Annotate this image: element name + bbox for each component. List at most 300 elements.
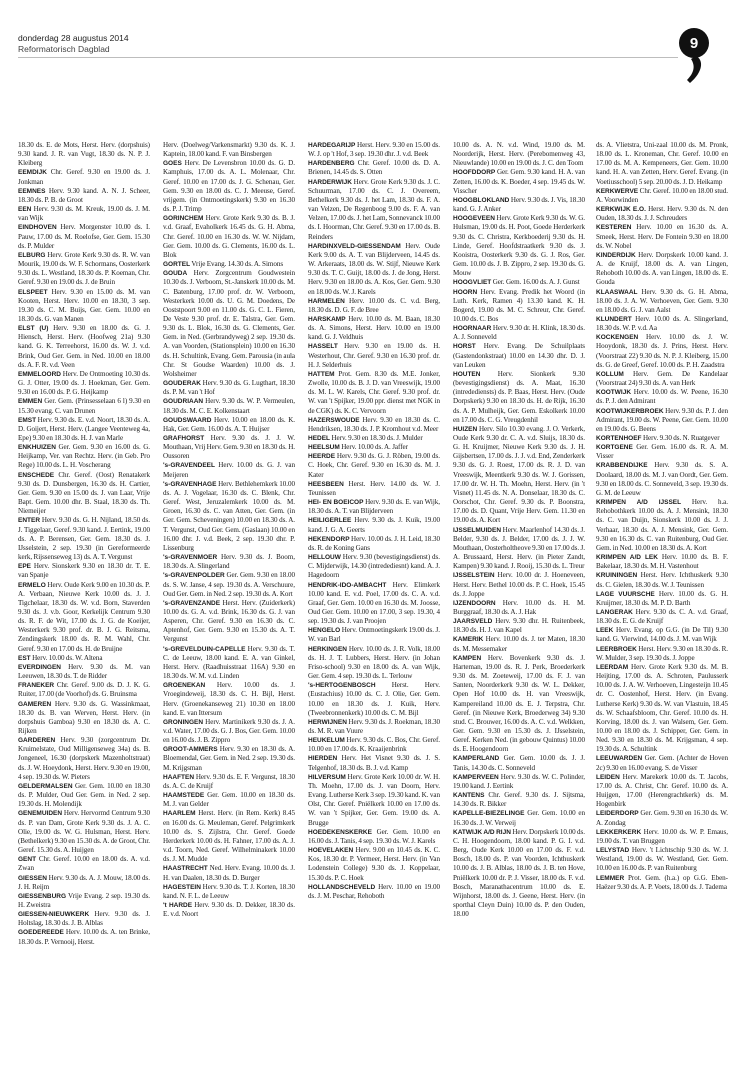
town-name: HAZERSWOUDE xyxy=(308,416,360,424)
town-name: KERKWIJK E.O. xyxy=(596,206,646,214)
service-entry xyxy=(453,425,585,526)
service-entry xyxy=(453,214,585,278)
town-name: GROOT-AMMERS xyxy=(163,746,218,754)
service-entry xyxy=(453,617,585,635)
town-name: KRUININGEN xyxy=(596,572,638,580)
service-details: ds. A. Vlietstra, Uni-zaal 10.00 ds. M. Pronk, 18.00 ds. L. Kroneman, Chr. Geref. 10.00 en 17.00 ds. M. A. Kempeneers, Ger. Gem. 10.00 kand. H. A. van Zetten, Herv. Geref. Evang. (in Voetiusschool) 5 sep. 20.00 ds. J. D. Heikamp xyxy=(596,141,728,186)
service-entry xyxy=(308,681,440,718)
service-entry xyxy=(308,159,440,177)
town-name: LANGERAK xyxy=(596,608,633,616)
service-entry xyxy=(18,168,150,186)
service-entry xyxy=(163,681,295,718)
service-entry xyxy=(163,745,295,772)
service-entry xyxy=(163,434,295,461)
service-entry xyxy=(596,333,728,370)
town-name: HELLOUW xyxy=(308,554,341,562)
service-entry xyxy=(308,846,440,883)
town-name: KERKWERVE xyxy=(596,187,639,195)
service-details: Herv. 9.30 dr. H. Klink, 18.30 ds. A. J. Sonneveld xyxy=(453,324,585,342)
service-details: Herv. 9.30 en 18.30 ds. J. Mulder xyxy=(331,434,423,442)
town-name: HERWIJNEN xyxy=(308,718,347,726)
service-entry xyxy=(596,645,728,663)
town-name: HEKENDORP xyxy=(308,535,350,543)
town-name: GELDERMALSEN xyxy=(18,782,73,790)
service-details: Herst. Herv. (Eustachius) 10.00 ds. C. J. Olie, Ger. Gem. 10.00 en 18.30 ds. J. Kuik, Herv. (Tweebronnenkerk) 10.00 ds. C. M. Bijl xyxy=(308,681,440,717)
service-entry xyxy=(163,214,295,260)
service-details: Herv. Grote Kerk 10.00 dr. W. H. Th. Moehn, 17.00 ds. J. van Doorn, Herv. Evang. Lutherse Kerk 3 sep. 19.30 kand. K. van Olst, Chr. Geref. Pniëlkerk 10.00 en 17.00 ds. W. van 't Spijker, Ger. Gem. 19.00 ds. A. Brugge xyxy=(308,772,440,827)
service-entry xyxy=(308,443,440,452)
service-details: Herv. 10.00 ds. W. Altena xyxy=(32,653,103,662)
service-details: Herv. 9.30 en 15.00 ds. M. van Kooten, Herst. Herv. 10.00 en 18.30, 3 sep. 19.30 ds. C. M. Buijs, Ger. Gem. 10.00 en 18.30 ds. G. van Manen xyxy=(18,287,150,323)
service-entry xyxy=(18,874,150,892)
service-details: Herv. 9.30 dhr. H. Ruitenbeek, 18.30 ds. H. J. van Kapel xyxy=(453,617,585,635)
town-name: LEERDAM xyxy=(596,663,629,671)
service-entry xyxy=(596,498,728,553)
service-details: Herst. Herv. 9.30 ds. N. den Ouden, 18.30 ds. J. J. Schreuders xyxy=(596,205,728,223)
service-details: Herv. 9.30 ds. D. Dekker, 18.30 ds. E. v.d. Noort xyxy=(163,900,295,919)
service-details: Herv. 9.30 ds. G. Wassinkmaat, 18.30 ds. B. van Werven, Herst. Herv. (in dorpshuis Gamboa) 9.30 en 18.30 ds. A. C. Rijken xyxy=(18,699,150,735)
service-details: Herv. 9.30 ds. G. H. Nijland, 18.50 ds. J. Tiggelaar, Geref. 9.30 kand. J. Eertink, 19.00 ds. A. P. Berensen, Ger. Gem. 18.30 ds. J. IJsselstein, 2 sep. 19.30 (in Gereformeerde kerk, Rijssenseweg 13) ds. A. T. Vergunst xyxy=(18,516,150,562)
town-name: KRIMPEN A/D IJSSEL xyxy=(596,499,682,507)
service-details: Herv. 10.00 ds. W. Peene, 16.30 ds. P. J. den Admirant xyxy=(596,388,728,406)
town-name: EEMNES xyxy=(18,187,46,195)
service-details: Herv. Oude Kerk 9.00 ds. A. T. van Blijderveen, 14.45 ds. W. Arkeraats, 18.00 ds. W. Stijf, Nieuwe Kerk 9.30 ds. T. C. Guijt, 18.00 ds. J. de Jong, Herst. Herv. 9.30 en 18.00 ds. A. Kos, Ger. Gem. 9.30 en 18.00 ds. W. J. Karels xyxy=(308,241,440,296)
town-name: LEIDERDORP xyxy=(596,810,639,818)
service-details: Herv. 9.30 kand. A. N. J. Scheer, 18.30 ds. P. B. de Groot xyxy=(18,186,150,204)
town-name: HIERDEN xyxy=(308,755,338,763)
town-name: EVERDINGEN xyxy=(18,663,61,671)
service-entry xyxy=(18,251,150,288)
service-entry xyxy=(596,571,728,589)
service-entry xyxy=(163,883,295,901)
town-name: HEELSUM xyxy=(308,444,340,452)
service-details: Chr. Geref. (Oost) Renatakerk 9.30 ds. D. Dunsbergen, 16.30 ds. H. Cartier, Ger. Gem. 9.30 en 15.00 ds. J. van Laar, Vrije Bapt. Gem. 10.00 dhr. B. Staal, 18.30 ds. Th. Niemeijer xyxy=(18,470,150,516)
town-name: GENEMUIDEN xyxy=(18,810,63,818)
service-details: Herv. 9.30 ds. J. J. W. Mouthaan, Vrij Herv. Gem. 9.30 en 18.30 ds. H. Oussoren xyxy=(163,434,295,461)
service-entry xyxy=(453,773,585,791)
service-entry xyxy=(596,141,728,187)
service-entry xyxy=(453,196,585,214)
church-services-listing xyxy=(18,141,730,1053)
service-details: Herv. 10.00 ds. A. Slingerland, 18.30 ds. W. P. v.d. Aa xyxy=(596,314,728,333)
service-details: Herv. 9.30 ds. E. van Wijk, 18.30 ds. A. T. van Blijderveen xyxy=(308,498,440,516)
service-entry xyxy=(18,562,150,580)
town-name: HAAFTEN xyxy=(163,773,195,781)
service-entry xyxy=(453,791,585,809)
town-name: GAMEREN xyxy=(18,700,52,708)
page-number-tail xyxy=(687,56,701,83)
town-name: GOUDSWAARD xyxy=(163,416,212,424)
town-name: KOOTWIJK xyxy=(596,389,632,397)
service-entry xyxy=(453,342,585,369)
service-details: Herv. 9.30 ds. M. van Leeuwen, 18.30 ds. T. de Ridder xyxy=(18,662,150,681)
service-entry xyxy=(308,645,440,682)
service-details: Chr. Geref. 10.00 en 18.00 stud. A. Voorwinden xyxy=(596,186,728,204)
service-details: Herv. Grote Kerk 9.30 ds. J. C. Schuurman, 17.00 ds. C. J. Overeem, Bethelkerk 9.30 ds. J. het Lam, 18.30 ds. F. A. van Velzen, De Regenboog 9.00 ds. F. A. van Velzen, 17.00 ds. J. het Lam, Sonnevanck 10.00 ds. I. Hoorman, Chr. Geref. 9.30 en 17.00 ds. B. Reinders xyxy=(308,177,440,241)
service-details: Herv. Sionkerk 9.30 (bevestigingsdienst) ds. A. Maat, 16.30 (intredediensts) ds. P. Baas, Herst. Herv. (Oude Dorpskerk) 9.30 en 18.30 ds. H. de Rijk, 16.30 ds. A. P. Mulheijk, Ger. Gem. Eskolkerk 10.00 en 17.00 ds. C. G. Vreugdenhil xyxy=(453,369,585,424)
service-details: Herst. Herv. 14.00 ds. W. J. Teunissen xyxy=(308,479,440,497)
service-details: Prot. Gem. 8.30 ds. M.E. Jonker, Zwolle, 10.00 ds. B. J. D. van Vreeswijk, 19.00 ds. M. L. W. Karels, Chr. Geref. 9.30 prof. dr. W. van 't Spijker, 19.00 ppr. dienst met NGK in de CGK) ds. K. C. Vervoorn xyxy=(308,369,440,415)
town-name: ENKHUIZEN xyxy=(18,444,56,452)
town-name: HENGELO xyxy=(308,627,341,635)
header-date: donderdag 28 augustus 2014 xyxy=(18,33,129,43)
service-entry xyxy=(163,269,295,379)
service-details: Herv. 9.30 ds. A. J. Mouw, 18.00 ds. J. H. Reijm xyxy=(18,873,150,891)
service-details: Herv. 9.30 ds. C. Bos, Chr. Geref. 10.00 en 17.00 ds. K. Kraaijenbrink xyxy=(308,736,440,754)
town-name: EEN xyxy=(18,206,32,214)
service-details: Herv. 10.00 en 16.30 ds. A. Smeek, Herst. Herv. De Fontein 9.30 en 18.00 ds. W. Nobel xyxy=(596,223,728,250)
service-details: Herv. Grote Kerk 9.30 ds. B. J. v.d. Graaf, Evaholkerk 16.45 ds. G. H. Abma, Chr. Geref. 10.00 en 16.30 ds. W. W. Nijdam, Ger. Gem. 10.00 ds. G. Clements, 16.00 ds. L. Blok xyxy=(163,214,295,259)
service-details: Herv. Silo 10.30 evang. J. O. Verkerk, Oude Kerk 9.30 dr. C. A. v.d. Sluijs, 18.30 ds. G. H. Kruijmer, Nieuwe Kerk 9.30 ds. J. H. Gijsbertsen, 17.00 ds. J. J. v.d. End, Zenderkerk 9.30 ds. G. J. Roest, 17.00 ds. R. J. D. van Vreeswijk, Meentkerk 9.30 ds. W. J. Gorissen, 17.00 dr. W. H. Th. Moehn, Herst. Herv. (in 't Visnet) 11.45 ds. N. A. Donselaar, 18.30 ds. C. Oorschot, Chr. Geref. 9.30 ds. P. Boonstra, 17.00 ds. D. Quant, Vrije Herv. Gem. 11.30 en 19.00 ds. A. Kort xyxy=(453,424,585,525)
town-name: KRABBENDIJKE xyxy=(596,462,648,470)
service-details: Herv. 9.30 ds. P. J. den Admirant, 19.00 ds. W. Peene, Ger. Gem. 10.00 en 19.00 ds. G. Beens xyxy=(596,406,728,433)
service-details: Herv. 9.30 ds. J. Holtslag, 18.30 ds. J. B. Alblas xyxy=(18,910,150,928)
service-details: Herv. 10.00 ds. J. R. Volk, 18.00 ds. H. J. T. Lubbers, Herst. Herv. (in Johan Friso-school) 9.30 en 18.00 ds. A. van Wijk, Ger. Gem. 4 sep. 19.30 ds. L. Terlouw xyxy=(308,644,440,681)
town-name: KORTENHOEF xyxy=(596,435,642,442)
service-entry xyxy=(18,141,150,168)
town-name: KANTENS xyxy=(453,792,485,800)
town-name: KAMPERVEEN xyxy=(453,773,499,781)
town-name: LEMMER xyxy=(596,874,625,882)
town-name: GOUDERAK xyxy=(163,380,201,388)
service-details: Herv. 10.00 ds. J. H. Leid, 18.30 ds. R. de Koning Gans xyxy=(308,534,440,552)
service-details: Herv. Grote Kerk 9.30 ds. R. W. van Mourik, 19.00 ds. W. F. Schormans, Oosterkerk 9.30 ds. L. Westland, 18.30 ds. P. Koeman, Chr. Geref. 9.30 en 19.00 ds. J. de Bruin xyxy=(18,250,150,287)
town-name: HARDINXVELD-GIESSENDAM xyxy=(308,242,401,250)
town-name: HOOGVLIET xyxy=(453,279,492,287)
town-name: HATTEM xyxy=(308,370,335,378)
service-entry xyxy=(18,223,150,250)
service-entry xyxy=(163,645,295,682)
service-entry xyxy=(453,828,585,920)
service-entry xyxy=(308,178,440,242)
service-entry xyxy=(18,288,150,325)
service-entry xyxy=(596,773,728,810)
service-entry xyxy=(308,434,440,443)
service-details: Herv. 't Lichtschip 9.30 ds. W. J. Westland, 19.00 ds. W. Westland, Ger. Gem. 10.00 en 16.00 ds. P. van Ruitenburg xyxy=(596,846,728,873)
service-details: Chr. Geref. 9.30 en 19.00 ds. J. Jonkman xyxy=(18,168,150,186)
service-entry xyxy=(163,901,295,919)
service-details: Ger. Gem. (Achter de Hoven 2c) 9.30 en 16.00 evang. S. de Visser xyxy=(596,754,728,772)
town-name: KLUNDERT xyxy=(596,315,632,323)
town-name: ELSPEET xyxy=(18,288,48,296)
service-entry xyxy=(596,626,728,644)
service-entry xyxy=(596,223,728,250)
service-entry xyxy=(308,883,440,901)
service-entry xyxy=(163,773,295,791)
service-details: Herv. Grote Kerk 9.30 ds. M. B. Heijting, 17.00 ds. A. Schroten, Paulusserk 10.00 ds. J. A. W. Verhoeven, Lingesteijn 10.45 dr. C. Oostenhof, Herst. Herv. (in Evang. Lutherse Kerk) 9.30 ds. W. van Vlastuin, 18.45 ds. W. Schaafsbloom, Chr. Geref. 10.00 ds. H. Korving, 18.00 ds. J. van Walsem, Ger. Gem. 10.00 en 18.00 ds. J. Schipper, Ger. Gem. in Ned. 9.30 en 18.30 ds. M. Krijgsman, 4 sep. 19.30 ds. A. Schultink xyxy=(596,662,728,754)
service-details: Herv. 9.30 (bevestigingsdienst) ds. C. Mijderwijk, 14.30 (intredediesnt) kand. A. J. Hagedoorn xyxy=(308,553,440,580)
service-entry xyxy=(163,461,295,479)
service-entry xyxy=(453,141,585,168)
service-entry xyxy=(453,599,585,617)
town-name: HILVERSUM xyxy=(308,773,346,781)
service-details: Herv. 9.30 ds. W. C. Polinder, 19.00 kand. J. Eertink xyxy=(453,772,585,790)
service-entry xyxy=(596,288,728,315)
town-name: HOEVELAKEN xyxy=(308,847,354,855)
service-details: Herv. Gem. De Kandelaar (Voorstraat 24) 9.30 ds. A. van Herk xyxy=(596,369,728,388)
service-details: Ger. Gem. 16.00 ds. R. A. M. Visser xyxy=(596,443,728,461)
service-entry xyxy=(308,315,440,342)
service-entry xyxy=(163,141,295,159)
service-entry xyxy=(163,599,295,645)
service-details: Herv. 9.30 ds. T. C. de Leeuw, 18.00 kand. E. A. van Ginkel, Herst. Herv. (Raadhuisstraat 116A) 9.30 en 18.30 ds. W. M. v.d. Linden xyxy=(163,644,295,681)
service-entry xyxy=(308,535,440,553)
town-name: 's-GRAVENPOLDER xyxy=(163,572,225,580)
town-name: KAMPEN xyxy=(453,654,482,662)
service-entry xyxy=(18,581,150,654)
service-entry xyxy=(163,416,295,434)
service-entry xyxy=(308,553,440,580)
service-entry xyxy=(596,846,728,873)
town-name: EMMEN xyxy=(18,398,43,406)
town-name: HOOGEVEEN xyxy=(453,215,495,223)
town-name: GOUDA xyxy=(163,270,188,278)
service-entry xyxy=(18,892,150,910)
service-details: Chr. Geref. 10.00 en 18.00 ds. A. v.d. Zwan xyxy=(18,855,150,873)
service-entry xyxy=(596,187,728,205)
service-details: Herv. 9.30 ds. N. Ruatgever xyxy=(642,434,720,442)
service-details: Herv. Zorgcentrum Goudwestein 10.30 ds. J. Verboom, St.-Janskerk 10.00 ds. M. C. Batenburg, 17.00 prof. dr. W. Verboom, Westerkerk 10.00 ds. U. G. M. Doedens, De Ooststpoort 9.00 en 11.00 ds. G. C. L. Fieren, De Veste 9.30 prof. dr. E. Talstra, Ger. Gem. 9.30 ds. L. Blok, 16.30 ds. G. Clements, Ger. Gem. in Ned. (Gerbrandyweg) 2 sep. 19.30 ds. A. van Voorden, (Stationsplein) 10.00 en 16.30 ds. H. Schultink, Evang. Gem. Parousia (in aula Chr. St Goudse Waarden) 10.00 ds. J. Wolsheimer xyxy=(163,269,295,378)
service-details: Herst. Herv. Ichthuskerk 9.30 ds. C. Gielen, 18.30 ds. W. J. Teunissen xyxy=(596,571,728,589)
town-name: LELYSTAD xyxy=(596,847,630,855)
service-entry xyxy=(308,141,440,159)
service-details: Ger. Gem. 10.00 en 16.00 ds. J. Tanis, 4 sep. 19.30 ds. W. J. Karels xyxy=(308,827,440,845)
service-details: Herv. 10.00 ds. B. F. Bakelaar, 18.30 ds. M. H. Vastenhout xyxy=(596,553,728,571)
column-1 xyxy=(18,141,150,1053)
service-entry xyxy=(18,370,150,397)
service-details: Herv. Evang. op G.G. (in De Til) 9.30 kand. G. Vierwind, 14.00 ds. J. M. van Wijk xyxy=(596,626,728,644)
service-entry xyxy=(163,571,295,598)
town-name: KOLLUM xyxy=(596,370,624,378)
service-entry xyxy=(308,626,440,644)
town-name: HOEDEKENSKERKE xyxy=(308,828,372,836)
town-name: HUIZEN xyxy=(453,425,478,433)
town-name: GIESSEN-NIEUWKERK xyxy=(18,911,90,919)
service-details: Herv. Marekerk 10.00 ds. T. Jacobs, 17.00 ds. A. Christ, Chr. Geref. 10.00 ds. A. Huijgen, 17.00 (Herengrachtkerk) ds. M. Hogenbirk xyxy=(596,772,728,809)
service-entry xyxy=(596,809,728,827)
service-details: Herv. 9.30 ds. J. Roekman, 18.30 ds. M. R. van Vuure xyxy=(308,717,440,735)
service-entry xyxy=(308,498,440,516)
service-entry xyxy=(18,471,150,517)
town-name: HOOGBLOKLAND xyxy=(453,196,510,204)
town-name: HAARLEM xyxy=(163,810,196,818)
service-details: Herv. 10.00 ds. H. M. Burggraaf, 18.30 ds. A. J. Hak xyxy=(453,598,585,616)
town-name: GORTEL xyxy=(163,261,191,269)
town-name: EEMDIJK xyxy=(18,169,47,177)
service-entry xyxy=(596,608,728,626)
service-details: Prot. Gem. (h.a.) op G.G. Eben-Haëzer 9.30 ds. A. P. Voets, 18.00 ds. J. Tadema xyxy=(596,873,728,891)
column-4 xyxy=(453,141,585,1053)
service-details: Herv. Grote Kerk 9.30 ds. W. G. Hulsman, 19.00 ds. H. Poot, Goede Herderkerk 9.30 ds. C. Christra, Kerkboederij 9.30 ds. H. Linde, Geref. Hoofdstraatkerk 9.30 ds. J. Kooistra, Oosterkerk 9.30 ds. G. J. Ros, Ger. Gem. 10.00 ds. J. B. Zippro, 2 sep. 19.30 ds. G. Mouw xyxy=(453,214,585,278)
service-entry xyxy=(596,874,728,892)
service-details: Herv. 10.00 ds. G. J. van Meijeren xyxy=(163,461,295,479)
service-entry xyxy=(18,443,150,470)
service-entry xyxy=(163,159,295,214)
service-entry xyxy=(453,278,585,287)
service-entry xyxy=(453,654,585,755)
town-name: 't HARDE xyxy=(163,901,193,909)
service-details: Herv. 10.00 ds. A. ten Brinke, 18.30 ds. P. Vernooij, Herst. xyxy=(18,928,150,946)
service-details: Herv. 9.30 en 18.30 ds. C. Hendriksen, 18.30 ds. J. P. Kromhout v.d. Meer xyxy=(308,415,440,433)
town-name: HENDRIK-IDO-AMBACHT xyxy=(308,581,387,589)
service-details: Herv. 9.30 ds. G. Lugthart, 18.30 ds. P. M. van 't Hof xyxy=(163,379,295,397)
town-name: GOES xyxy=(163,160,182,168)
town-name: IJZENDOORN xyxy=(453,599,496,607)
service-entry xyxy=(308,297,440,315)
service-details: Herv. 9.30 en 18.30 ds. A. Bloemendal, Ger. Gem. in Ned. 2 sep. 19.30 ds. M. Krijgsman xyxy=(163,745,295,772)
town-name: ENTER xyxy=(18,517,41,525)
column-3 xyxy=(308,141,440,1053)
service-entry xyxy=(18,324,150,370)
service-details: 18.30 ds. E. de Mots, Herst. Herv. (dorpshuis) 9.30 kand. J. R. van Vugt, 18.30 ds. N. P. J. Kleiberg xyxy=(18,141,150,168)
service-entry xyxy=(308,242,440,297)
town-name: LEEK xyxy=(596,627,614,635)
service-details: Ger. Gem. 9.30 en 16.00 ds. G. Heijkamp, Ver. van Rechtz. Herv. (in Geb. Pro Rege) 10.00 ds. L. H. Voscherang xyxy=(18,443,150,470)
service-details: Herv. 9.30 ds. S. A. Doolaard, 18.00 ds. M. J. van Oordt, Ger. Gem. 9.30 en 18.00 ds. C. Sonneveld, 3 sep. 19.30 ds. G. M. de Leeuw xyxy=(596,461,728,497)
town-name: HEILIGERLEE xyxy=(308,517,352,525)
service-details: Herv. 10.00 ds. J. ter Maten, 18.30 ds. M. Messemaker xyxy=(453,635,585,653)
service-details: Herv. 10.00 ds. C. v.d. Berg, 18.30 ds. D. G. F. de Bree xyxy=(308,296,440,314)
town-name: HEESBEEN xyxy=(308,480,344,488)
service-entry xyxy=(163,718,295,745)
town-name: EST xyxy=(18,654,31,662)
header-newspaper-name: Reformatorisch Dagblad xyxy=(18,44,110,54)
service-entry xyxy=(163,480,295,553)
service-details: Herv. 10.00 en 18.00 ds. K. Hak, Ger. Gem. 16.00 ds. A. T. Huijser xyxy=(163,415,295,433)
town-name: HOLLANDSCHEVELD xyxy=(308,883,376,891)
service-entry xyxy=(308,581,440,627)
service-details: Chr. Geref. 9.00 ds. D. J. K. G. Ruiter, 17.00 (de Voorhof) ds. G. Bruinsma xyxy=(18,681,150,699)
town-name: HOORN xyxy=(453,288,478,296)
service-details: Herst. Herv. (in Rem. Kerk) 8.45 en 16.00 ds. G. Meuleman, Geref. Pelgrimkerk 10.00 ds. S. Zijlstra, Chr. Geref. Goede Herderkerk 10.00 ds. H. Fahner, 17.00 ds. A. J. v.d. Toorn, Ned. Geref. Wilhelminakerk 10.00 ds. J. M. Mudde xyxy=(163,809,295,864)
town-name: HARDERWIJK xyxy=(308,178,352,186)
service-entry xyxy=(596,251,728,288)
town-name: HARMELEN xyxy=(308,297,345,305)
service-entry xyxy=(308,773,440,828)
service-details: Herv. 9.30 (zorgcentrum Dr. Kruimelstate, Oud Milligenseweg 34a) ds. B. Jongeneel, 16.30 (dorpskerk Mazenholtstraat) ds. J. W. Hoeydonk, Herst. Herv. 9.30 en 19.00, 4 sep. 19.30 ds. W. Pieters xyxy=(18,736,150,781)
service-details: Herv. Bovenkerk 9.30 ds. J. Harteman, 19.00 ds. R. J. Perk, Broederkerk 9.30 ds. M. Zoeteweij, 17.00 ds. F. J. van Santen, Noorderkerk 9.30 ds. W. L. Dekker, Open Hof 10.00 ds. H. van Vreeswijk, Kampereiland 10.00 ds. E. J. Terpstra, Chr. Geref. (in Nieuwe Kerk, Broederweg 34) 9.30 stud. C. Brouwer, 16.00 ds. A. C. v.d. Welkken, Ger. Gem. 9.30 en 15.30 ds. J. IJsselstein, Geref. Kerken Ned. (in gebouw Quintus) 10.00 ds. E. Hoogendoorn xyxy=(453,653,585,754)
town-name: 's-GRAVENMOER xyxy=(163,554,218,562)
service-entry xyxy=(453,288,585,325)
service-details: Chr. Geref. 10.00 ds. D. A. Brienen, 14.45 ds. S. Otten xyxy=(308,159,440,177)
service-entry xyxy=(596,553,728,571)
service-details: Herv. 9.30 en 18.00 ds. G. J. Hiensch, Herst. Herv. (Hoofweg 21a) 9.30 kand. G. K. Terreehorst, 16.00 ds. W. J. v.d. Brink, Oud Ger. Gem. in Ned. 10.00 en 18.00 ds. A. F. R. v.d. Veen xyxy=(18,324,150,369)
town-name: KESTEREN xyxy=(596,224,632,232)
service-details: Herv. Evang. Predik het Woord (in Luth. Kerk, Ramen 4) 13.30 kand. K. H. Bogerd, 19.00 ds. M. C. Schreur, Chr. Geref. 10.00 ds. C. Bos xyxy=(453,287,585,323)
town-name: HAGESTEIN xyxy=(163,883,201,891)
town-name: KLAASWAAL xyxy=(596,288,638,296)
town-name: HARSKAMP xyxy=(308,315,346,323)
service-entry xyxy=(308,416,440,434)
town-name: KAMPERLAND xyxy=(453,755,500,763)
service-details: Herv. h.a. Rehobothkerk 10.00 ds. A. J. Mensink, 18.30 ds. C. van Duijn, Sionskerk 10.00 ds. J. J. Verhaar, 18.30 ds. A. J. Mensink, Ger. Gem. 9.30 en 16.30 ds. C. van Ruitenburg, Oud Ger. Gem. in Ned. 10.00 en 18.30 ds. A. Kort xyxy=(596,498,728,552)
service-details: Herst. Herv. (Zuiderkerk) 10.00 ds. G. A. v.d. Brink, 16.30 ds. G. J. van Asperen, Chr. Geref. 9.30 en 16.30 ds. C. Aptenhof, Ger. Gem. 9.30 en 15.30 ds. A. T. Vergunst xyxy=(163,598,295,644)
service-details: Herv. 10.00 en 19.00 ds. J. M. Peschar, Rehoboth xyxy=(308,882,440,900)
service-entry xyxy=(453,754,585,772)
service-details: Herv. 10.00 ds. A. Jaffer xyxy=(341,443,408,452)
service-details: Herv. (Doelweg/Varkensmarkt) 9.30 ds. K. J. Kaptein, 18.00 kand. F. van Binsbergen xyxy=(163,141,295,159)
town-name: HARDENBERG xyxy=(308,160,355,168)
service-details: Ger. Gem. 9.30 kand. H. A. van Zetten, 16.00 ds. K. Boeder, 4 sep. 19.45 ds. W. Visscher xyxy=(453,168,585,195)
town-name: KOOTWIJKERBROEK xyxy=(596,407,664,415)
service-details: Herv. 9.30 ds. J. Vis, 18.30 kand. G. J. Anker xyxy=(453,195,585,214)
service-details: Herv. 9.30 ds. T. J. Korten, 18.30 kand. N. F. L. de Leeuw xyxy=(163,882,295,900)
service-details: Herv. 9.30 ds. G. J. Röben, 19.00 ds. C. Hoek, Chr. Geref. 9.30 en 16.30 ds. M. J. Kater xyxy=(308,452,440,479)
town-name: KRIMPEN A/D LEK xyxy=(596,554,658,562)
town-name: HOOFDDORP xyxy=(453,169,496,177)
service-entry xyxy=(453,571,585,598)
town-name: ENSCHEDE xyxy=(18,471,55,479)
service-details: Herv. Ontmoetingskerk 19.00 ds. J. W. van Barl xyxy=(308,626,440,644)
service-entry xyxy=(18,736,150,782)
service-details: Herv. 9.30 ds. E. F. Vergunst, 18.30 ds. A. C. de Kruijf xyxy=(163,772,295,790)
service-details: Herv. De Levensbron 10.00 ds. G. D. Kamphuis, 17.00 ds. A. L. Molenaar, Chr. Geref. 10.00 en 17.00 ds. J. G. Schenau, Ger. Gem. 9.30 en 18.00 ds. C. J. Meeuse, Geref. vrijgem. (in Ontmoetingskerk) 9.30 en 16.30 ds. P. J. Trimp xyxy=(163,159,295,214)
town-name: KAPELLE-BIEZELINGE xyxy=(453,810,525,818)
town-name: LEERBROEK xyxy=(596,645,637,653)
service-details: Herv. Elimkerk 10.00 kand. E. v.d. Poel, 17.00 ds. C. A. v.d. Graaf, Ger. Gem. 10.00 en 16.30 ds. M. Joosse, Oud Ger. Gem. 10.00 en 17.00, 3 sep. 19.30, 4 sep. 19.30 ds. J. van Proojen xyxy=(308,580,440,626)
service-entry xyxy=(308,452,440,479)
town-name: HEI- EN BOEICOP xyxy=(308,499,364,507)
service-entry xyxy=(596,370,728,388)
service-details: Herst. Herv. 9.30 en 18.30 ds. R. W. Mulder, 3 sep. 19.30 ds. J. Joppe xyxy=(596,644,728,662)
service-entry xyxy=(596,828,728,846)
service-details: Herv. 9.30 ds. J. Boom, 18.30 ds. A. Slingerland xyxy=(163,553,295,571)
service-entry xyxy=(18,782,150,809)
town-name: LEKKERKERK xyxy=(596,828,642,836)
service-entry xyxy=(596,388,728,406)
service-entry xyxy=(453,324,585,342)
service-details: Herv. Dorpskerk 10.00 ds. C. H. Hoogendoorn, 18.00 kand. P. G. I. v.d. Berg, Oude Kerk 10.00 en 17.00 ds. F. v.d. Bosch, 18.00 ds. P. van Voorden, Ichthuskerk 10.00 ds. J. B. Alblas, 18.00 ds. J. B. ten Hove, Pniëlkerk 10.00 dr. P. J. Visser, 18.00 ds. F. v.d. Bosch, Maranathacentrum 10.00 ds. E. Wijnhorst, 18.00 ds. J. Geene, Herst. Herv. (in sporthal Cleyn Duin) 10.00 ds. P. den Ouden, 18.00 xyxy=(453,827,585,919)
service-details: Herv. 9.30 ds. W. P. Vermeulen, 18.30 ds. M. C. E. Kolkenstaart xyxy=(163,397,295,415)
service-details: Herv. 9.30 ds. G. H. Abma, 18.00 ds. J. A. W. Verhoeven, Ger. Gem. 9.30 en 18.00 ds. G. J. van Aalst xyxy=(596,287,728,314)
service-entry xyxy=(18,809,150,855)
service-details: Herv. De Ontmoeting 10.30 ds. G. J. Otter, 19.00 ds. J. Hoekman, Ger. Gem. 9.30 en 16.00 ds. P. G. Heijkamp xyxy=(18,369,150,397)
town-name: GIESSENBURG xyxy=(18,892,67,900)
service-entry xyxy=(596,443,728,461)
town-name: GROENEKAN xyxy=(163,682,206,690)
service-details: Ger. Gem. 10.00 en 16.30 ds. J. W. Verweij xyxy=(453,809,585,827)
town-name: GARDEREN xyxy=(18,737,56,745)
service-details: Herv. 9.30 ds. M. Kreuk, 19.00 ds. J. M. van Wijk xyxy=(18,205,150,223)
service-entry xyxy=(596,461,728,498)
town-name: KATWIJK A/D RIJN xyxy=(453,828,511,836)
town-name: JAARSVELD xyxy=(453,618,493,626)
town-name: HEDEL xyxy=(308,435,331,442)
town-name: ELST (U) xyxy=(18,325,49,333)
town-name: GOUDRIAAN xyxy=(163,398,204,406)
service-entry xyxy=(18,681,150,699)
town-name: KINDERDIJK xyxy=(596,251,636,259)
service-entry xyxy=(308,516,440,534)
town-name: ELBURG xyxy=(18,251,46,259)
service-entry xyxy=(18,205,150,223)
service-details: Herv. 10.00 ds. J. W. Hooydonk, 18.30 ds. J. Prins, Herst. Herv. (Voorstraat 22) 9.30 ds. N. P. J. Kleiberg, 15.00 ds. G. de Greef, Geref. 10.00 ds. P. H. Zaadstra xyxy=(596,333,728,369)
service-entry xyxy=(308,718,440,736)
town-name: HAASTRECHT xyxy=(163,865,208,873)
service-details: Herv. 10.00 dr. J. Hoeneveen, Herst. Herv. Bethel 10.00 ds. P. C. Hoek, 15.45 ds. J. Joppe xyxy=(453,571,585,598)
service-details: Ger. Gem. 10.00 ds. J. J. Tanis, 14.30 ds. C. Sonneveld xyxy=(453,754,585,772)
service-details: Herv. Morgenster 10.00 ds. I. Pauw, 17.00 ds. M. Roelofse, Ger. Gem. 15.30 ds. P. Mulder xyxy=(18,223,150,250)
town-name: HOORNAAR xyxy=(453,325,492,333)
service-details: Herv. Evang. De Schuilplaats (Gastendonkstraat) 10.00 en 14.30 dhr. D. J. van Leuken xyxy=(453,342,585,369)
town-name: GRAFHORST xyxy=(163,435,205,442)
town-name: HEUKELUM xyxy=(308,737,345,745)
town-name: GRONINGEN xyxy=(163,718,204,726)
town-name: KOCKENGEN xyxy=(596,334,639,342)
service-entry xyxy=(18,654,150,663)
service-details: Chr. Geref. 9.30 ds. J. Sijtsma, 14.30 ds. R. Bikker xyxy=(453,791,585,809)
service-entry xyxy=(308,828,440,846)
